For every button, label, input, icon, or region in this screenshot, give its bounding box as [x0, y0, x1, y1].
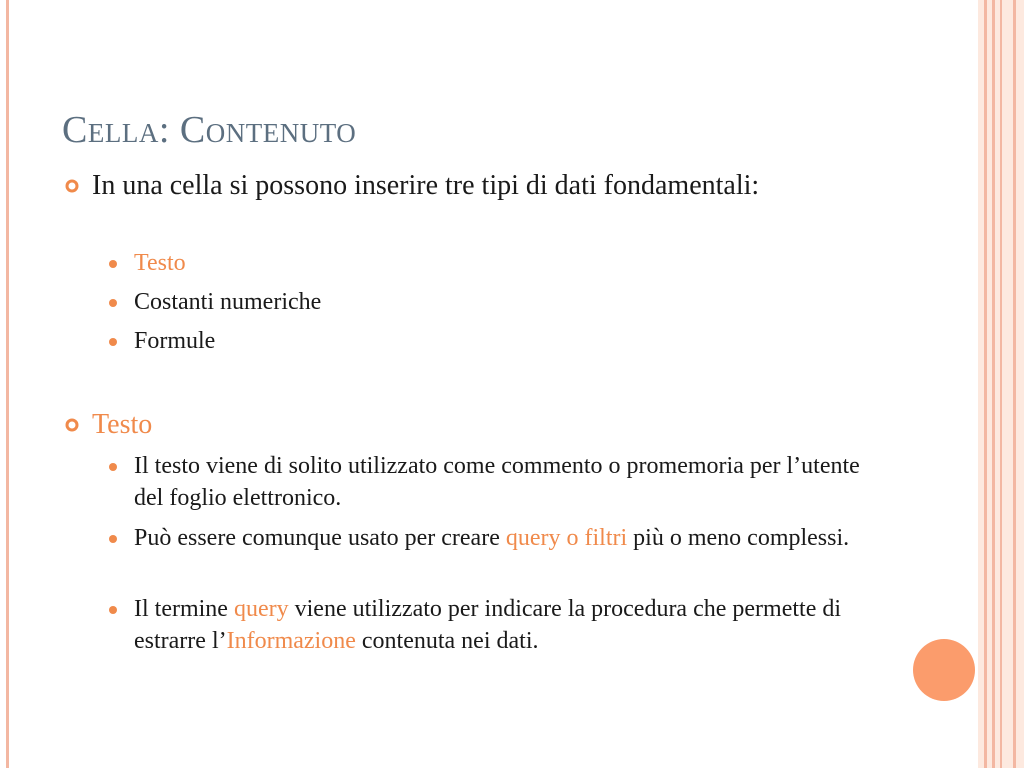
bullet-text: Può essere comunque usato per creare: [134, 525, 506, 551]
decorative-circle: [913, 639, 975, 701]
slide-frame-right-line: [1013, 0, 1016, 768]
bullet-level2: [134, 450, 864, 514]
ring-bullet-icon: [65, 418, 79, 432]
highlight-text: query: [233, 596, 289, 622]
bullet-level1: [92, 169, 842, 202]
bullet-text: Formule: [134, 328, 216, 354]
bullet-level2: [134, 522, 864, 554]
section-heading: Testo: [92, 409, 153, 440]
ring-bullet-icon: [65, 179, 79, 193]
bullet-level2: [134, 325, 864, 357]
bullet-level2: [134, 286, 864, 318]
bullet-text: Il testo viene di solito utilizzato come commento o promemoria per l’utente del foglio elettronico.: [134, 453, 860, 511]
bullet-level2: [134, 247, 864, 279]
bullet-text: In una cella si possono inserire tre tipi di dati fondamentali:: [92, 170, 760, 201]
slide-frame-left-line: [6, 0, 9, 768]
bullet-text: più o meno complessi.: [627, 525, 850, 551]
dot-bullet-icon: [109, 338, 117, 346]
highlight-text: Informazione: [226, 628, 356, 654]
bullet-text: viene utilizzato per indicare la procedura che permette di estrarre l’: [134, 596, 842, 654]
bullet-text: Il termine: [134, 596, 234, 622]
slide-frame-right-line: [992, 0, 995, 768]
slide-title: Cella: Contenuto: [62, 109, 357, 151]
bullet-text: contenuta nei dati.: [355, 628, 539, 654]
bullet-text: Testo: [134, 250, 186, 276]
bullet-text: Costanti numeriche: [134, 289, 322, 315]
dot-bullet-icon: [109, 260, 117, 268]
dot-bullet-icon: [109, 463, 117, 471]
dot-bullet-icon: [109, 606, 117, 614]
slide-frame-right-line: [984, 0, 987, 768]
slide-frame-right-line: [1000, 0, 1002, 768]
bullet-level1: [92, 408, 842, 441]
highlight-text: query o filtri: [505, 525, 628, 551]
bullet-level2: [134, 593, 864, 657]
dot-bullet-icon: [109, 535, 117, 543]
dot-bullet-icon: [109, 299, 117, 307]
